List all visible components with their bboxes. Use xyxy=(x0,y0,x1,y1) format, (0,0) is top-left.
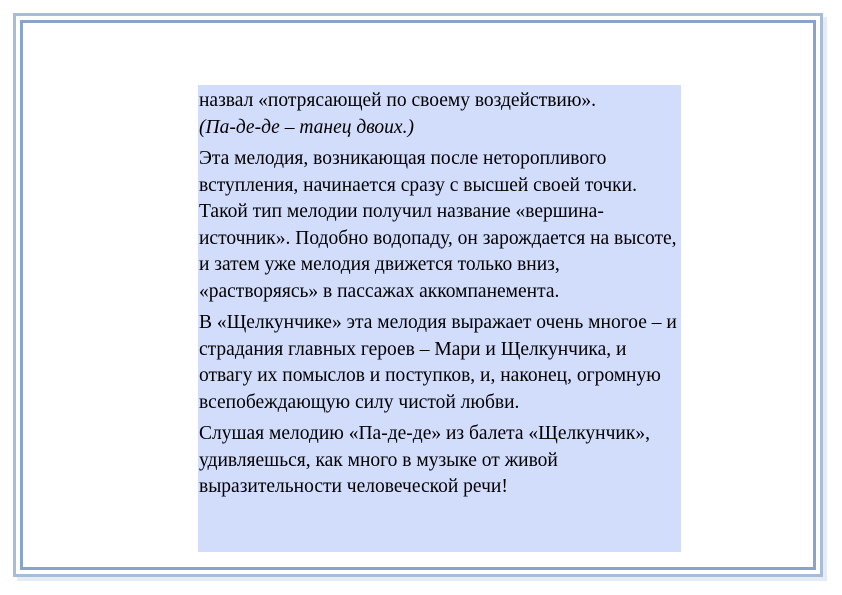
frame-shadow-bottom xyxy=(17,577,827,581)
paragraph-1 xyxy=(199,88,681,141)
paragraph-1-text: назвал «потрясающей по своему воздействию». xyxy=(199,90,597,111)
paragraph-4: Слушая мелодию «Па-де-де» из балета «Щелкунчик», удивляешься, как много в музыке от живой выразительности человеческой речи! xyxy=(199,423,650,497)
paragraph-1-note: (Па-де-де – танец двоих.) xyxy=(199,116,414,138)
frame-shadow-right xyxy=(823,17,827,581)
slide-text-box xyxy=(198,85,681,552)
paragraph-2: Эта мелодия, возникающая после неторопливого вступления, начинается сразу с высшей своей точки. Такой тип мелодии получил название «вершина-источник». Подобно водопаду, он зарождается на высоте, и затем уже мелодия движется только вниз, «растворяясь» в пассажах аккомпанемента. xyxy=(199,148,677,302)
paragraph-3: В «Щелкунчике» эта мелодия выражает очень многое – и страдания главных героев – Мари и Щелкунчика, и отвагу их помыслов и поступков, и, наконец, огромную всепобеждающую силу чистой любви. xyxy=(199,312,677,413)
